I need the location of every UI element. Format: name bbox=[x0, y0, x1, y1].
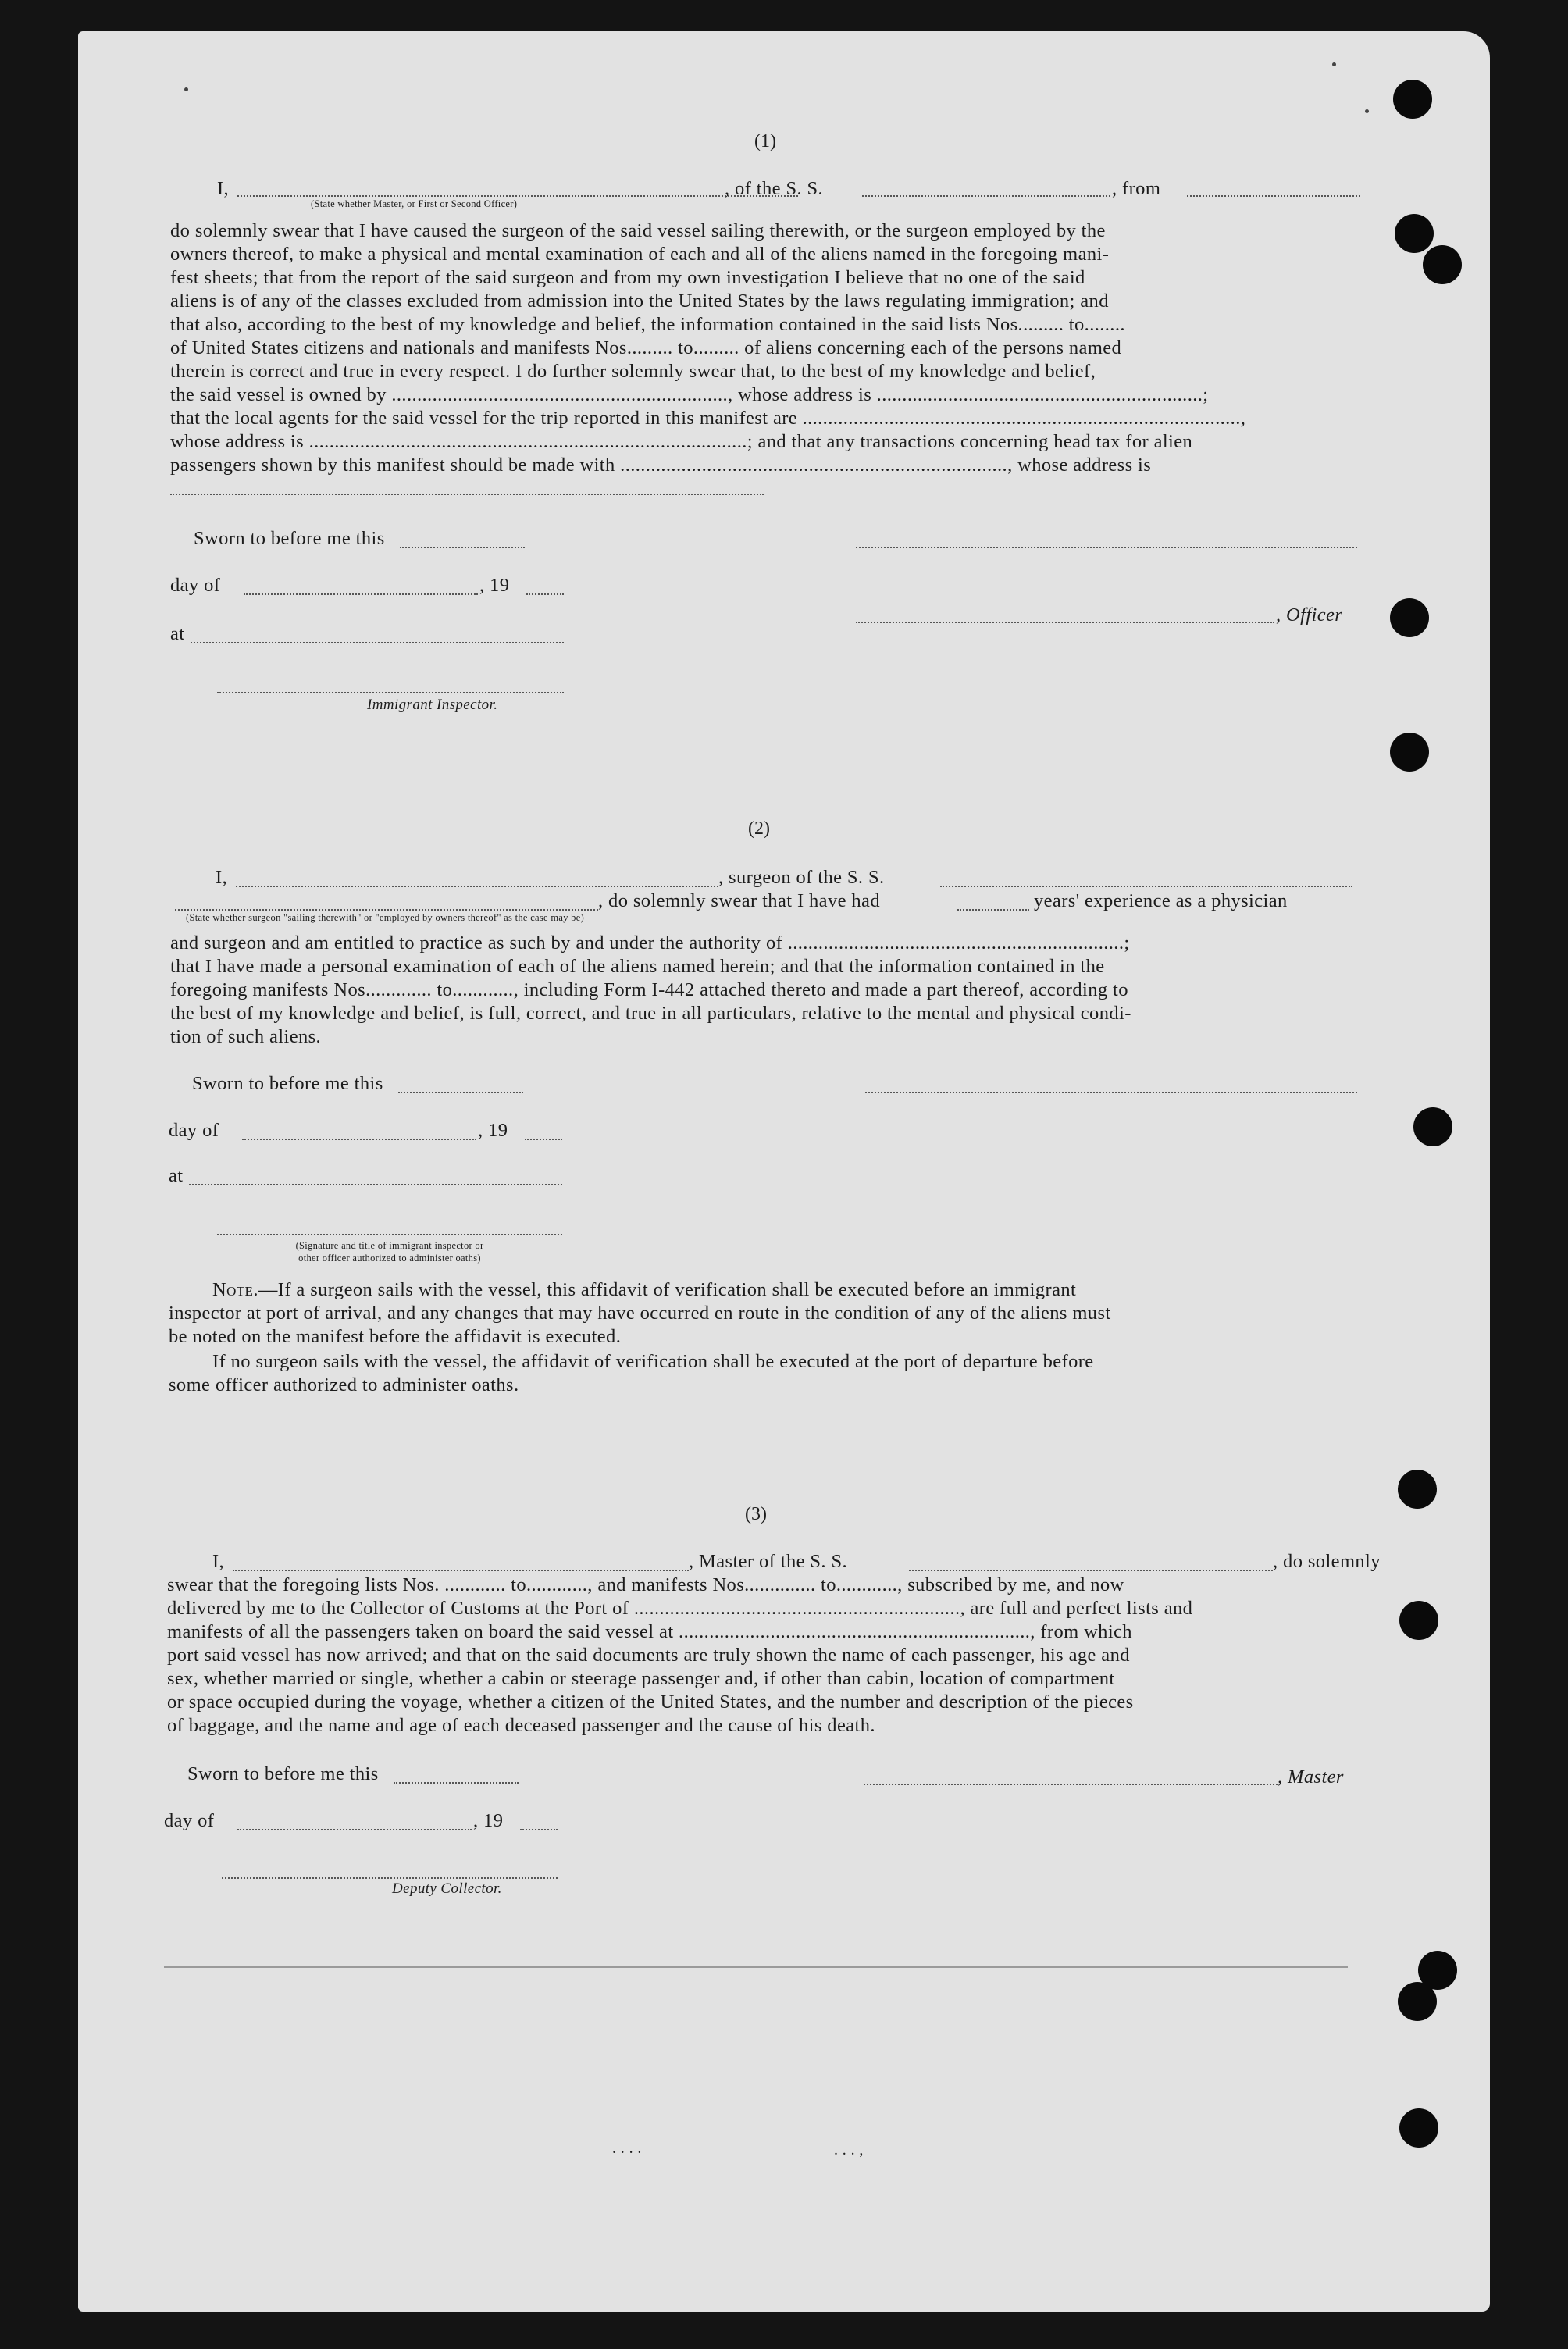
s1-note: (State whether Master, or First or Second Officer) bbox=[311, 198, 518, 209]
s2-note-line: If no surgeon sails with the vessel, the affidavit of verification shall be executed at the port of departure before bbox=[212, 1351, 1094, 1372]
s3-text-line: port said vessel has now arrived; and that on the said documents are truly shown the name of each passenger, his age and bbox=[167, 1645, 1130, 1666]
s2-swear: , do solemnly swear that I have had bbox=[598, 890, 880, 911]
s3-deputy-blank bbox=[222, 1877, 558, 1879]
s1-text-line: fest sheets; that from the report of the said surgeon and from my own investigation I believe that no one of the said bbox=[170, 267, 1085, 288]
s3-ship-blank bbox=[909, 1570, 1273, 1571]
stray-marks: . . . . bbox=[612, 2140, 642, 2157]
note-label: Note. bbox=[212, 1279, 258, 1300]
s3-master: , Master bbox=[1278, 1766, 1344, 1788]
s3-year-blank bbox=[520, 1829, 558, 1830]
s1-text-line: aliens is of any of the classes excluded from admission into the United States by the laws regulating immigration; and bbox=[170, 291, 1109, 312]
s1-text-line: whose address is ......................................................................................; and that any transactions concerning head tax for alien bbox=[170, 431, 1193, 452]
s2-dayof: day of bbox=[169, 1120, 219, 1141]
form-sheet bbox=[78, 31, 1490, 2312]
s2-at-blank bbox=[189, 1184, 562, 1185]
s1-19: , 19 bbox=[479, 575, 510, 596]
s2-note-line: some officer authorized to administer oaths. bbox=[169, 1374, 519, 1395]
s1-sworn: Sworn to before me this bbox=[194, 528, 385, 549]
s1-at: at bbox=[170, 623, 185, 644]
punch-hole bbox=[1390, 733, 1429, 772]
s3-text-line: swear that the foregoing lists Nos. ............ to............, and manifests Nos.............. to............, subscribed by me, and now bbox=[167, 1574, 1124, 1595]
s1-day-blank bbox=[244, 593, 478, 595]
s2-note-line: be noted on the manifest before the affidavit is executed. bbox=[169, 1326, 622, 1347]
s2-at: at bbox=[169, 1165, 184, 1186]
s1-text-line: owners thereof, to make a physical and mental examination of each and all of the aliens named in the foregoing mani- bbox=[170, 244, 1110, 265]
s1-name-blank bbox=[237, 195, 798, 197]
s3-name-blank bbox=[233, 1570, 689, 1571]
punch-hole bbox=[1399, 1601, 1438, 1640]
s1-text-line: of United States citizens and nationals and manifests Nos......... to......... of aliens concerning each of the persons named bbox=[170, 337, 1122, 358]
punch-hole bbox=[1399, 2108, 1438, 2148]
punch-hole bbox=[1398, 1982, 1437, 2021]
s2-year-blank bbox=[525, 1139, 562, 1140]
s1-ofss: , of the S. S. bbox=[725, 178, 824, 199]
s2-sworn-blank bbox=[398, 1092, 523, 1093]
s2-years: years' experience as a physician bbox=[1034, 890, 1288, 911]
s2-note: (State whether surgeon "sailing therewith" or "employed by owners thereof" as the case may be) bbox=[186, 912, 585, 923]
s2-text-line: foregoing manifests Nos............. to............, including Form I-442 attached thereto and made a part thereof, according to bbox=[170, 979, 1128, 1000]
s3-sworn-blank bbox=[394, 1782, 519, 1784]
s1-text-line: do solemnly swear that I have caused the surgeon of the said vessel sailing therewith, or the surgeon employed by the bbox=[170, 220, 1106, 241]
s1-inspector: Immigrant Inspector. bbox=[367, 697, 498, 713]
s3-solemnly: , do solemnly bbox=[1273, 1551, 1381, 1572]
speck bbox=[1365, 109, 1369, 113]
s1-signature-blank bbox=[856, 547, 1357, 548]
s3-text-line: manifests of all the passengers taken on board the said vessel at ....................................................................., from which bbox=[167, 1621, 1132, 1642]
bottom-rule bbox=[164, 1966, 1348, 1968]
s1-ship-blank bbox=[862, 195, 1110, 197]
s1-text-line: that the local agents for the said vessel for the trip reported in this manifest are ......................................................................................, bbox=[170, 408, 1246, 429]
s1-text-line: therein is correct and true in every respect. I do further solemnly swear that, to the best of my knowledge and belief, bbox=[170, 361, 1096, 382]
s2-note-line bbox=[212, 1279, 1076, 1301]
s2-ship-blank bbox=[940, 886, 1352, 887]
s3-deputy: Deputy Collector. bbox=[392, 1880, 502, 1897]
punch-hole bbox=[1398, 1470, 1437, 1509]
s1-inspector-blank bbox=[217, 692, 564, 693]
s1-i: I, bbox=[217, 178, 230, 199]
s2-19: , 19 bbox=[478, 1120, 508, 1141]
section-2-number: (2) bbox=[748, 818, 770, 839]
section-3-number: (3) bbox=[745, 1504, 767, 1524]
punch-hole bbox=[1413, 1107, 1452, 1146]
speck bbox=[184, 87, 188, 91]
s3-text-line: delivered by me to the Collector of Customs at the Port of ................................................................, are full and perfect lists and bbox=[167, 1598, 1193, 1619]
s3-text-line: sex, whether married or single, whether a cabin or steerage passenger and, if other than cabin, location of compartment bbox=[167, 1668, 1115, 1689]
s3-master-blank bbox=[864, 1784, 1278, 1785]
s3-text-line: or space occupied during the voyage, whether a citizen of the United States, and the number and description of the pieces bbox=[167, 1691, 1134, 1713]
s2-text-line: the best of my knowledge and belief, is full, correct, and true in all particulars, relative to the mental and physical condi- bbox=[170, 1003, 1131, 1024]
s2-years-blank bbox=[957, 909, 1029, 911]
s2-inspector-blank bbox=[217, 1234, 562, 1235]
speck bbox=[1332, 62, 1336, 66]
s1-text-line: passengers shown by this manifest should be made with ............................................................................, whose address is bbox=[170, 454, 1152, 476]
punch-hole bbox=[1423, 245, 1462, 284]
s1-from-blank bbox=[1187, 195, 1360, 197]
s2-text-line: that I have made a personal examination of each of the aliens named herein; and that the information contained in the bbox=[170, 956, 1105, 977]
s1-text-line: that also, according to the best of my knowledge and belief, the information contained in the said lists Nos......... to........ bbox=[170, 314, 1125, 335]
s1-officer: , Officer bbox=[1276, 604, 1343, 626]
s2-note-line: inspector at port of arrival, and any changes that may have occurred en route in the condition of any of the aliens must bbox=[169, 1303, 1111, 1324]
s2-type-blank bbox=[175, 909, 598, 911]
s2-name-blank bbox=[236, 886, 718, 887]
s3-day-blank bbox=[237, 1829, 472, 1830]
s1-dayof: day of bbox=[170, 575, 221, 596]
stray-marks: . . . , bbox=[834, 2141, 864, 2158]
s2-day-blank bbox=[242, 1139, 476, 1140]
s1-year-blank bbox=[526, 593, 564, 595]
s1-at-blank bbox=[191, 642, 564, 643]
note-text: —If a surgeon sails with the vessel, this affidavit of verification shall be executed before an immigrant bbox=[258, 1279, 1077, 1300]
s3-i: I, bbox=[212, 1551, 225, 1572]
s2-sig-note: other officer authorized to administer oaths) bbox=[298, 1253, 481, 1264]
s1-text-line: the said vessel is owned by .................................................................., whose address is ................................................................; bbox=[170, 384, 1209, 405]
s3-text-line: of baggage, and the name and age of each deceased passenger and the cause of his death. bbox=[167, 1715, 875, 1736]
s2-text-line: and surgeon and am entitled to practice as such by and under the authority of ..................................................................; bbox=[170, 932, 1130, 954]
s2-text-line: tion of such aliens. bbox=[170, 1026, 322, 1047]
s1-sworn-blank bbox=[400, 547, 525, 548]
punch-hole bbox=[1390, 598, 1429, 637]
section-1-number: (1) bbox=[754, 131, 776, 151]
s2-signature-blank bbox=[865, 1092, 1357, 1093]
s2-i: I, bbox=[216, 867, 228, 888]
s2-surgeonof: , surgeon of the S. S. bbox=[718, 867, 885, 888]
s1-officer-blank bbox=[856, 622, 1274, 623]
s3-sworn: Sworn to before me this bbox=[187, 1763, 379, 1784]
s2-sworn: Sworn to before me this bbox=[192, 1073, 383, 1094]
s1-address-blank bbox=[170, 494, 764, 495]
s3-dayof: day of bbox=[164, 1810, 215, 1831]
punch-hole bbox=[1395, 214, 1434, 253]
s1-from: , from bbox=[1112, 178, 1161, 199]
s2-sig-note: (Signature and title of immigrant inspector or bbox=[295, 1240, 484, 1251]
s3-19: , 19 bbox=[473, 1810, 504, 1831]
punch-hole bbox=[1393, 80, 1432, 119]
s3-master-of: , Master of the S. S. bbox=[689, 1551, 848, 1572]
